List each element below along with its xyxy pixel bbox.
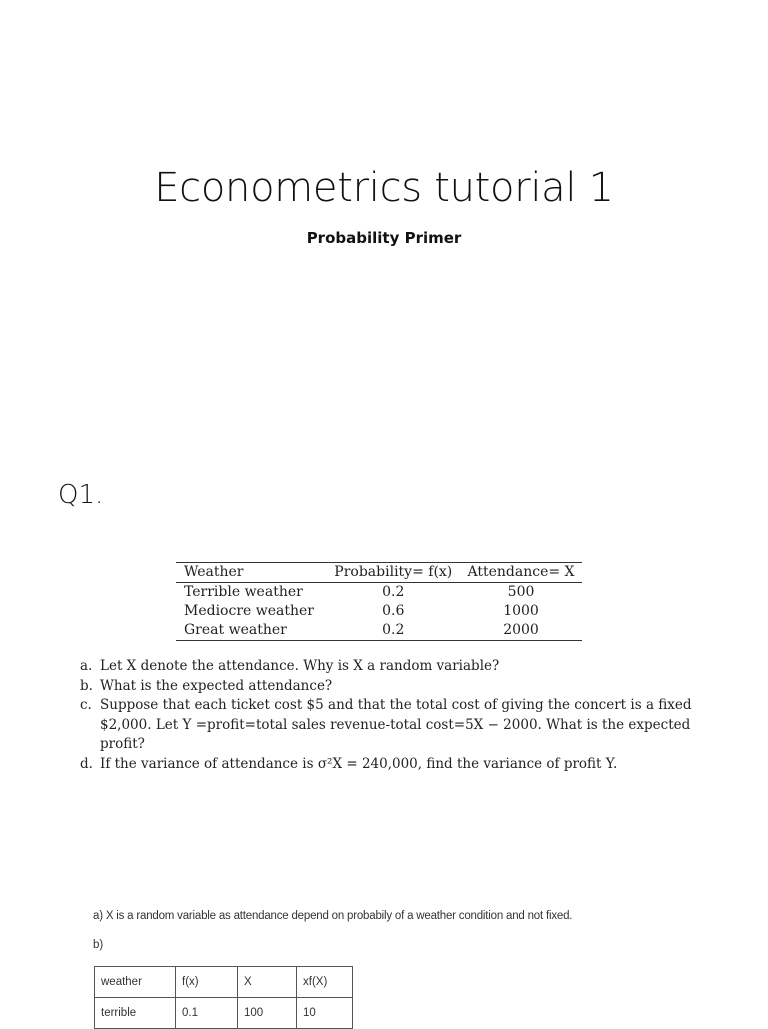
table-cell: 0.6 [382,603,405,619]
question-label: Q1. [58,480,104,510]
question-item [80,657,700,677]
column-header: Probability= f(x) [334,564,453,580]
answer-b-label: b) [93,939,104,951]
question-item [80,696,700,755]
table-cell: 0.1 [176,998,238,1029]
question-list [80,657,700,774]
question-marker: b. [80,677,93,694]
question-text: If the variance of attendance is σ²X = 240,000, find the variance of profit Y. [100,755,618,772]
table-cell: 0.2 [382,622,405,638]
question-item [80,677,700,697]
column-header: Attendance= X [467,564,575,580]
question-text: Let X denote the attendance. Why is X a random variable? [100,658,500,674]
table-cell: 2000 [503,622,539,638]
table-cell: 100 [238,998,297,1029]
table-cell: 0.2 [382,584,405,600]
table-cell: X [238,967,297,998]
table-cell: Great weather [184,622,287,638]
table-row [176,583,582,603]
question-item [80,755,700,775]
table-cell: terrible [95,998,176,1029]
question-text: Suppose that each ticket cost $5 and that the total cost of giving the concert is a fixed $2,000. Let Y =profit=total sales revenue-total cost=5X − 2000. What is the expected profit? [100,697,692,752]
table-cell: weather [95,967,176,998]
page-title: Econometrics tutorial 1 [154,165,614,211]
table-cell: f(x) [176,967,238,998]
table-cell: 10 [297,998,353,1029]
table-cell: xf(X) [297,967,353,998]
table-row [95,967,353,998]
question-marker: c. [80,697,92,713]
column-header: Weather [184,564,244,580]
table-cell: Terrible weather [184,584,303,600]
table-row [176,621,582,641]
table-cell: 500 [507,584,535,600]
table-row [176,602,582,621]
table-cell: Mediocre weather [184,603,314,619]
table-cell: 1000 [503,603,539,619]
table-header-row [176,563,582,583]
page-subtitle: Probability Primer [306,229,462,247]
question-marker: a. [80,658,93,674]
answer-a: a) X is a random variable as attendance depend on probabily of a weather condition and not fixed. [93,910,573,922]
calculation-table [94,966,353,1029]
question-text: What is the expected attendance? [100,677,333,694]
question-marker: d. [80,755,93,772]
weather-table [176,562,582,641]
